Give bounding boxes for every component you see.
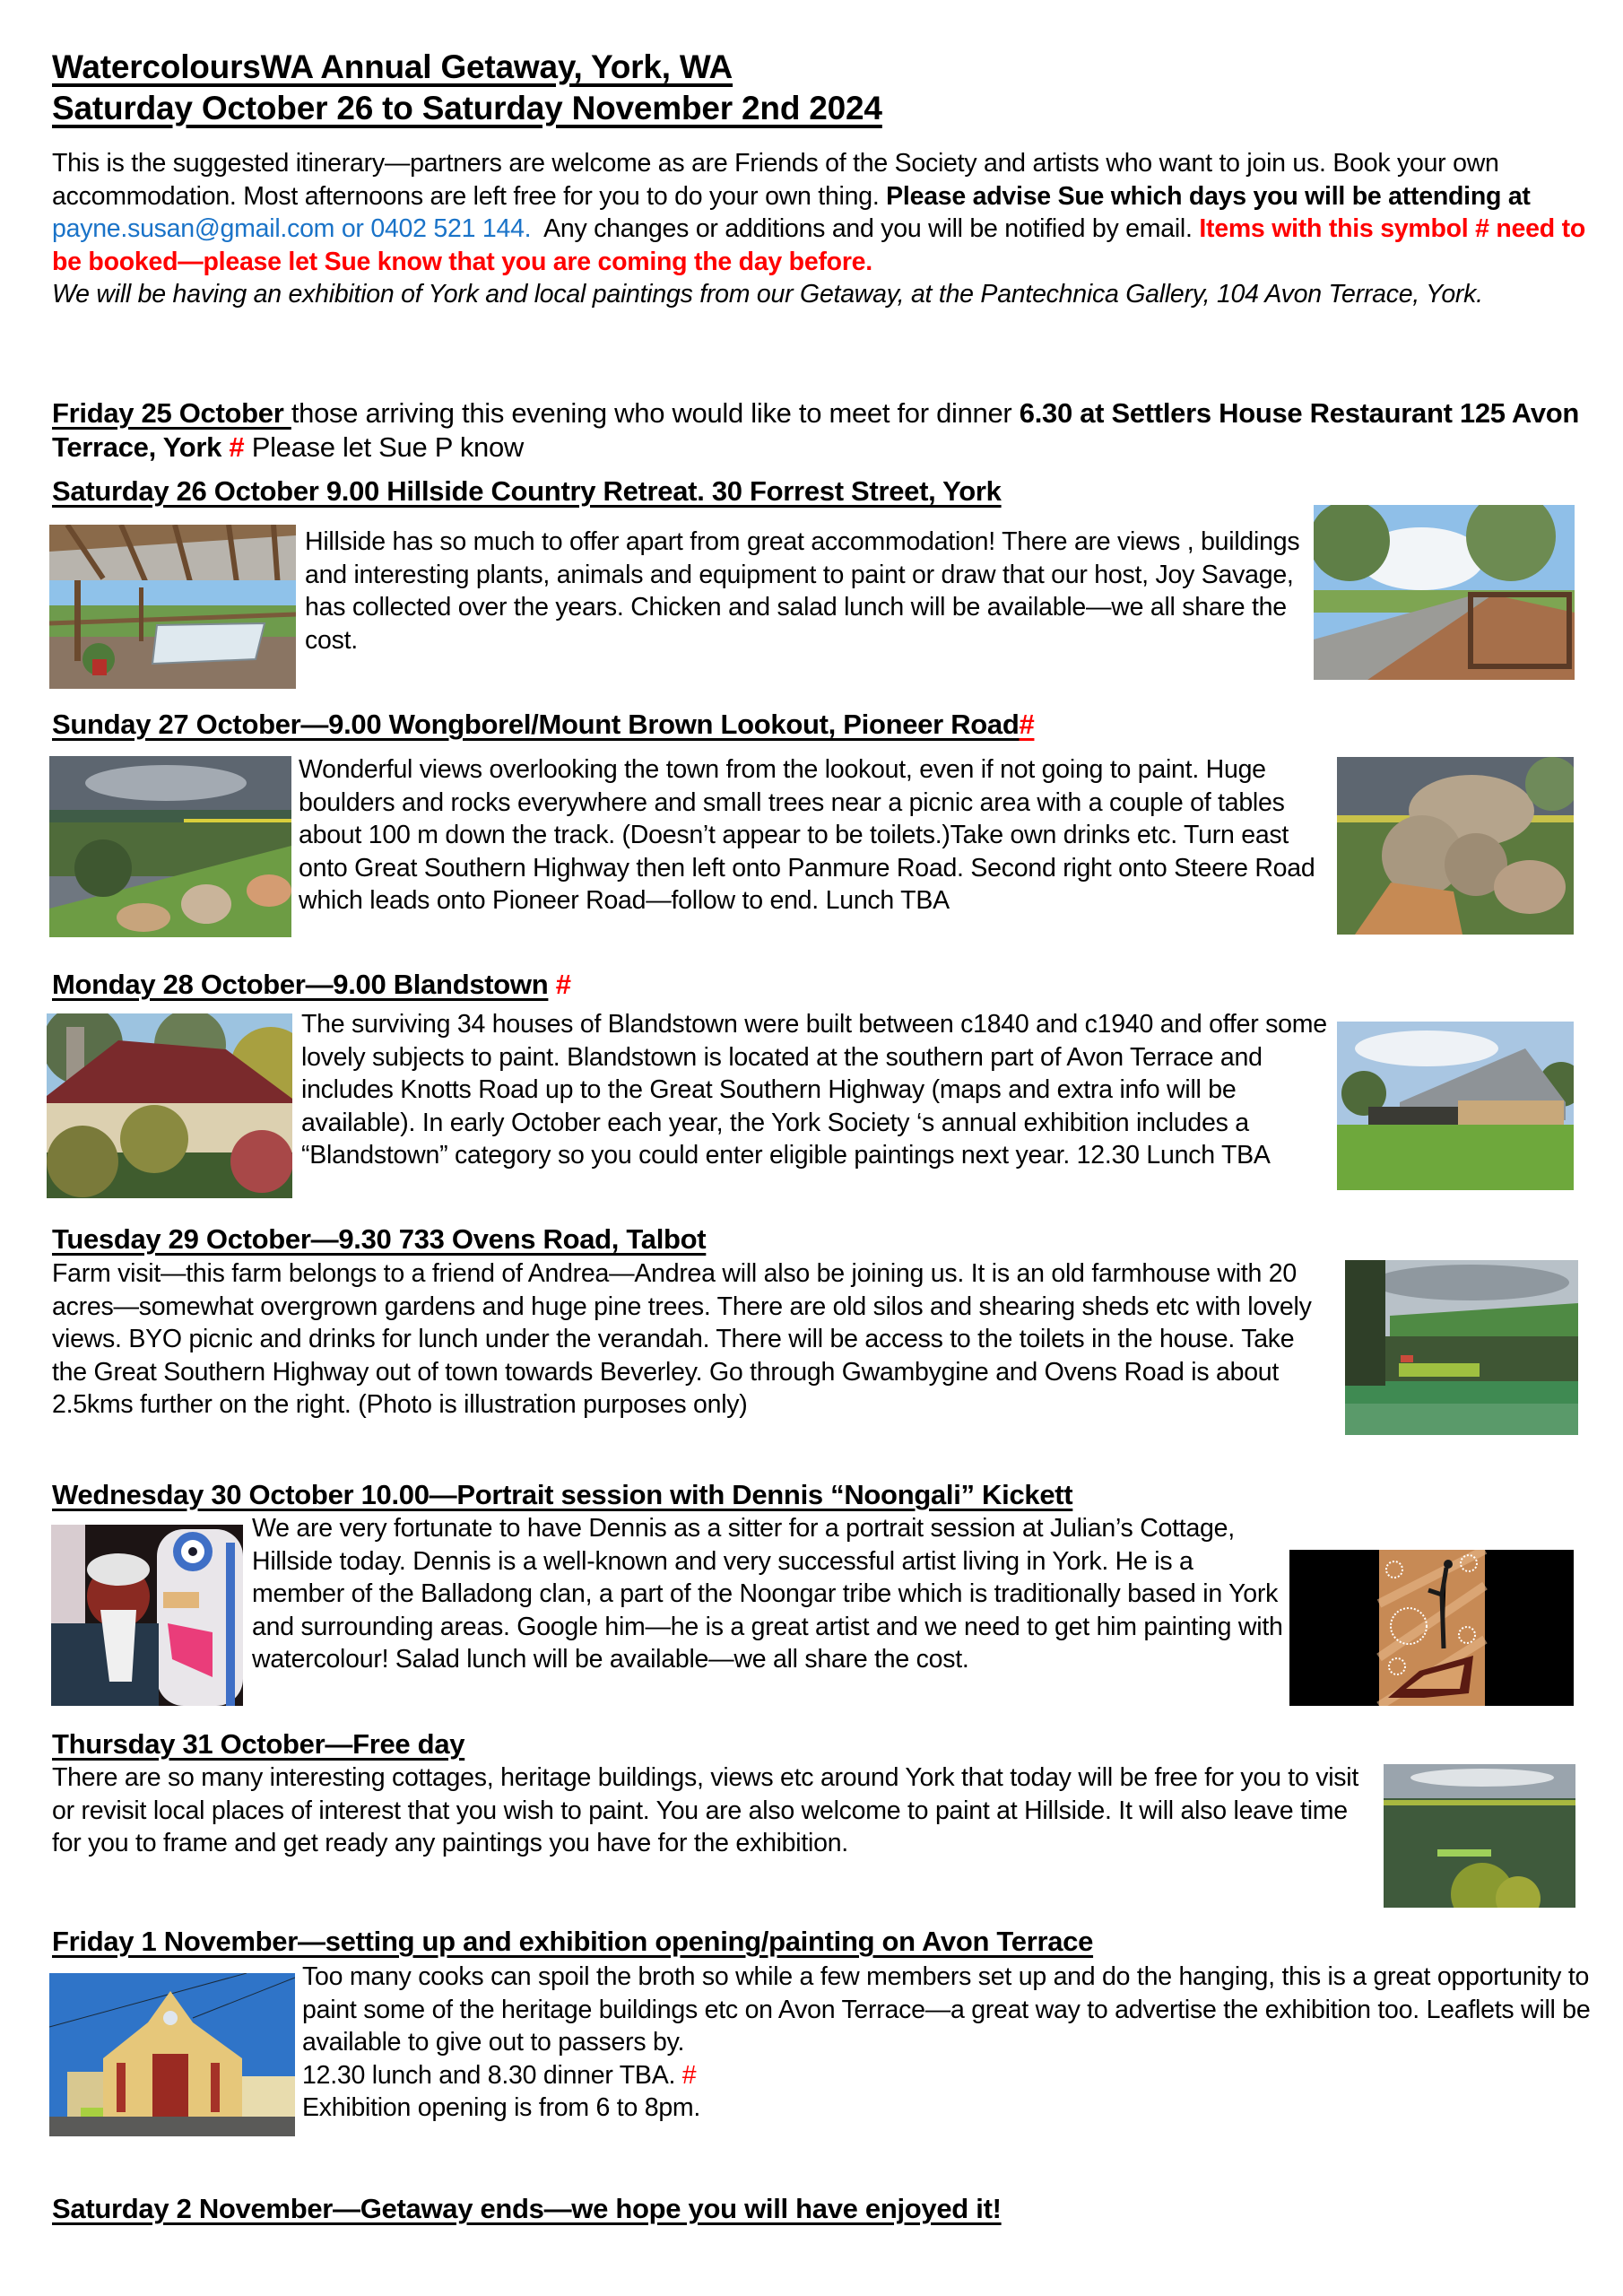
friday-1-meals: 12.30 lunch and 8.30 dinner TBA. (302, 2060, 676, 2090)
day-heading: Thursday 31 October—Free day (52, 1728, 465, 1760)
friday-25-venue: 6.30 at Settlers House Restaurant 125 Avon Terrace, York (52, 397, 1580, 463)
booking-hash-icon: # (548, 969, 571, 1000)
friday-25-note: Please let Sue P know (244, 431, 525, 463)
artist-portrait-photo (51, 1525, 243, 1706)
title-line-2: Saturday October 26 to Saturday November 2nd 2024 (52, 90, 882, 126)
title-line-1: WatercoloursWA Annual Getaway, York, WA (52, 48, 733, 85)
day-heading: Friday 1 November—setting up and exhibition opening/painting on Avon Terrace (52, 1926, 1094, 1957)
day-description: There are so many interesting cottages, heritage buildings, views etc around York that today will be free for you to visit or revisit local places of interest that you wish to paint. You are also welcome to paint at Hillside. It will also leave time for you to frame and get ready any paintings you have for the exhibition. (52, 1763, 1359, 1857)
country-road-photo (1314, 505, 1575, 680)
exhibition-note: We will be having an exhibition of York and local paintings from our Getaway, at the Pantechnica Gallery, 104 Avon Terrace, York. (52, 280, 1483, 309)
day-description: Hillside has so much to offer apart from great accommodation! There are views , buildings and interesting plants, animals and equipment to paint or draw that our host, Joy Savage, has collected over the years. Chicken and salad lunch will be available—we all share the cost. (305, 527, 1300, 655)
contact-link[interactable]: payne.susan@gmail.com or 0402 521 144. (52, 214, 532, 243)
day-heading: Sunday 27 October—9.00 Wongborel/Mount Brown Lookout, Pioneer Road# (52, 709, 1035, 740)
boulders-photo (1337, 757, 1574, 935)
booking-notice: Items with this symbol # need to be booked—please let Sue know that you are coming the day before. (52, 214, 1585, 276)
intro-text: This is the suggested itinerary—partners are welcome as are Friends of the Society and artists who want to join us. Book your own accommodation. Most afternoons are left free for you to do your own thing. (52, 149, 1499, 211)
day-description (302, 1961, 1593, 2125)
day-heading: Saturday 26 October 9.00 Hillside Country Retreat. 30 Forrest Street, York (52, 475, 1002, 507)
day-heading: Saturday 2 November—Getaway ends—we hope you will have enjoyed it! (52, 2193, 1002, 2224)
cottage-photo (47, 1013, 292, 1198)
barn-photo (1337, 1022, 1574, 1190)
town-view-photo (1384, 1764, 1575, 1908)
day-heading: Monday 28 October—9.00 Blandstown # (52, 969, 571, 1000)
day-heading: Tuesday 29 October—9.30 733 Ovens Road, Talbot (52, 1223, 707, 1255)
day-heading: Wednesday 30 October 10.00—Portrait session with Dennis “Noongali” Kickett (52, 1479, 1073, 1510)
friday-25-text: those arriving this evening who would like to meet for dinner (291, 397, 1020, 429)
intro-changes: Any changes or additions and you will be notified by email. (531, 214, 1200, 243)
aboriginal-painting-photo (1289, 1550, 1574, 1706)
day-description: The surviving 34 houses of Blandstown were built between c1840 and c1940 and offer some lovely subjects to paint. Blandstown is located at the southern part of Avon Terrace and includes Knotts Road up to the Great Southern Highway (maps and extra info will be available). In early October each year, the York Society ‘s annual exhibition includes a “Blandstown” category so you could enter eligible paintings next year. 12.30 Lunch TBA (301, 1010, 1327, 1170)
friday-1-description: Too many cooks can spoil the broth so while a few members set up and do the hanging, this is a great opportunity to paint some of the heritage buildings etc on Avon Terrace—a great way to advertise the exhibition too. Leaflets will be available to give out to passers by. (302, 1962, 1591, 2057)
exhibition-opening: Exhibition opening is from 6 to 8pm. (302, 2093, 701, 2122)
booking-hash-icon: # (1019, 709, 1035, 740)
booking-hash-icon: # (675, 2060, 697, 2090)
booking-hash-icon: # (221, 431, 245, 463)
page-title (52, 47, 882, 129)
intro-advise: Please advise Sue which days you will be attending at (886, 181, 1531, 211)
verandah-photo (49, 525, 296, 689)
town-hall-photo (49, 1973, 295, 2136)
farm-photo (1345, 1260, 1578, 1435)
intro-paragraph (52, 147, 1585, 311)
day-description: We are very fortunate to have Dennis as a sitter for a portrait session at Julian’s Cottage, Hillside today. Dennis is a well-known and very successful artist living in York. He is a member of the Balladong clan, a part of the Noongar tribe which is traditionally based in York and surrounding areas. Google him—he is a great artist and we need to get him painting with watercolour! Salad lunch will be available—we all share the cost. (252, 1514, 1283, 1674)
day-description: Wonderful views overlooking the town from the lookout, even if not going to paint. Huge boulders and rocks everywhere and small trees near a picnic area with a couple of tables about 100 m down the track. (Doesn’t appear to be toilets.)Take own drinks etc. Turn east onto Great Southern Highway then left onto Panmure Road. Second right onto Steere Road which leads onto Pioneer Road—follow to end. Lunch TBA (299, 755, 1315, 915)
friday-25-section (52, 396, 1594, 465)
lookout-photo (49, 756, 291, 937)
friday-25-heading: Friday 25 October (52, 397, 291, 429)
day-description: Farm visit—this farm belongs to a friend of Andrea—Andrea will also be joining us. It is an old farmhouse with 20 acres—somewhat overgrown gardens and huge pine trees. There are old silos and shearing sheds etc with lovely views. BYO picnic and drinks for lunch under the verandah. There will be access to the toilets in the house. Take the Great Southern Highway out of town towards Beverley. Go through Gwambygine and Ovens Road is about 2.5kms further on the right. (Photo is illustration purposes only) (52, 1259, 1312, 1419)
